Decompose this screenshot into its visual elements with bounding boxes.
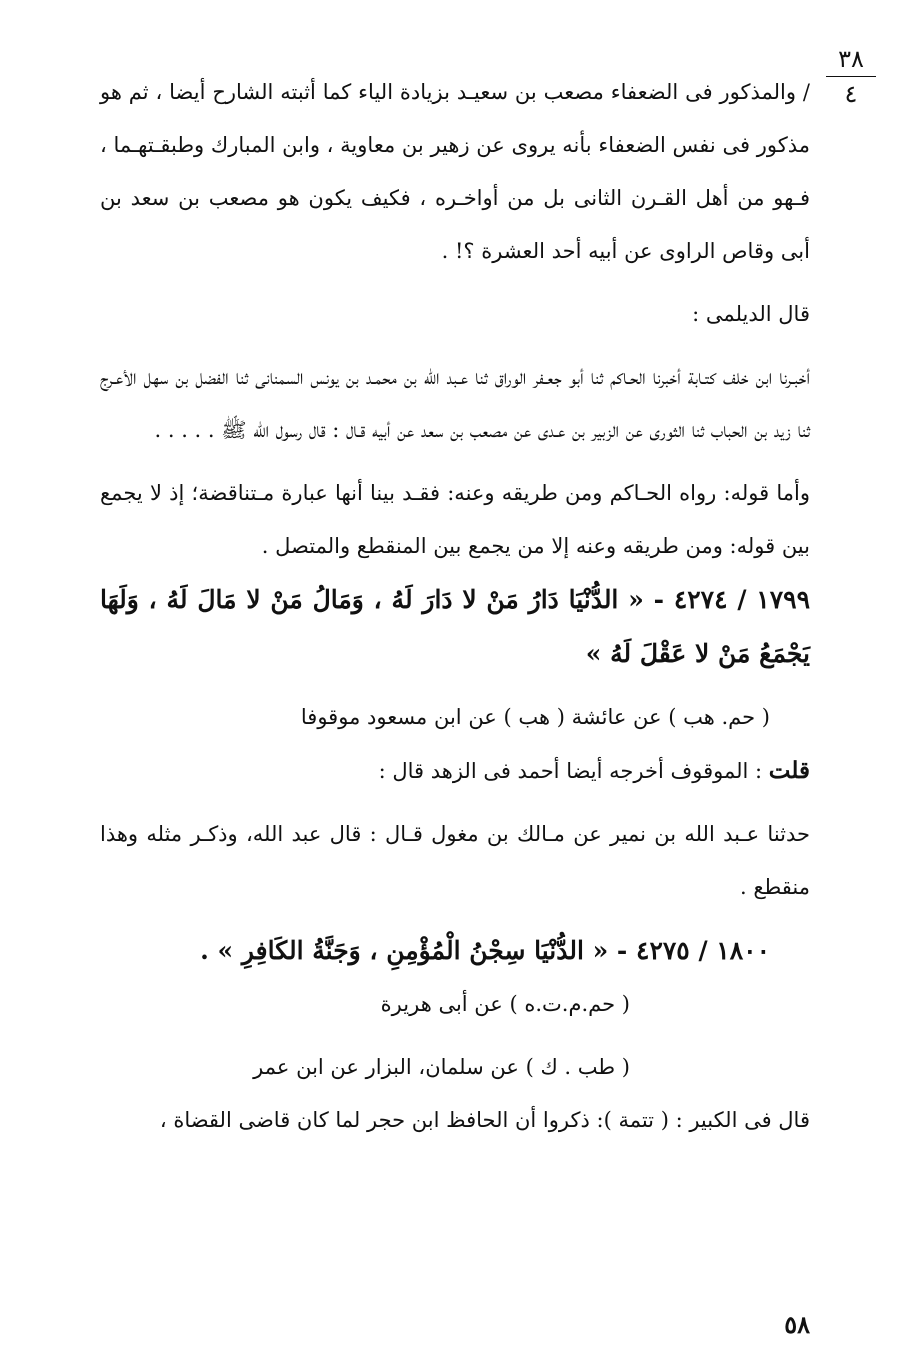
paragraph-note: وأما قوله: رواه الحـاكم ومن طريقه وعنه: فقـد بينا أنها عبارة مـتناقضة؛ إذ لا يجمع بين قوله: ومن طريقه وعنه إلا من يجمع بين المنقطع والمتصل .: [100, 481, 810, 558]
page-number: ٥٨: [784, 1310, 810, 1339]
hadith-1799: ١٧٩٩ / ٤٢٧٤ - « الدُّنْيَا دَارُ مَنْ لا دَارَ لَهُ ، وَمَالُ مَنْ لا مَالَ لَهُ ، وَلَهَا يَجْمَعُ مَنْ لا عَقْلَ لَهُ »: [100, 585, 810, 668]
margin-reference-top: ٣٨: [826, 46, 876, 77]
hadith-1800: ١٨٠٠ / ٤٢٧٥ - « الدُّنْيَا سِجْنُ الْمُؤْمِنِ ، وَجَنَّةُ الكَافِرِ » .: [200, 936, 770, 965]
margin-reference: [826, 46, 876, 108]
margin-reference-bottom: ٤: [844, 80, 858, 109]
hadith-1800-source-a: ( حم.م.ت.ه ) عن أبى هريرة: [380, 992, 630, 1016]
paragraph-last: قال فى الكبير : ( تتمة ): ذكروا أن الحافظ ابن حجر لما كان قاضى القضاة ،: [159, 1108, 810, 1132]
hadith-1800-source-b: ( طب . ك ) عن سلمان، البزار عن ابن عمر: [253, 1055, 630, 1079]
qult-text: : الموقوف أخرجه أيضا أحمد فى الزهد قال :: [378, 759, 763, 783]
qult-line: [100, 744, 810, 798]
paragraph-dailami-intro: قال الديلمى :: [692, 302, 810, 326]
hadith-1799-source: ( حم. هب ) عن عائشة ( هب ) عن ابن مسعود موقوفا: [300, 705, 770, 729]
paragraph-dailami-isnad: أخبـرنا ابن خلف كتـابة أخبرنا الحـاكم ثنا أبو جعـفر الوراق ثنا عـبد الله بن محمـد بن يونس السمنانى ثنا الفضل بن سهل الأعـرج ثنا زيد بن الحباب ثنا الثورى عن الزبير بن عـدى عن مصعب بن سعد عن أبيه قـال : قال رسول الله ﷺ . . . . .: [100, 365, 810, 442]
paragraph-commentary: / والمذكور فى الضعفاء مصعب بن سعيـد بزيادة الياء كما أثبته الشارح أيضا ، ثم هو مذكور فى نفس الضعفاء بأنه يروى عن زهير بن معاوية ، وابن المبارك وطبقـتهـما ، فـهو من أهل القـرن الثانى بل من أواخـره ، فكيف يكون هو مصعب بن سعد بن أبى وقاص الراوى عن أبيه أحد العشرة ؟! .: [100, 80, 810, 263]
page-body: [100, 66, 810, 1147]
paragraph-isnad: حدثنا عـبد الله بن نمير عن مـالك بن مغول قـال : قال عبد الله، وذكـر مثله وهذا منقطع .: [100, 822, 810, 899]
qult-label: قلت: [768, 757, 810, 784]
